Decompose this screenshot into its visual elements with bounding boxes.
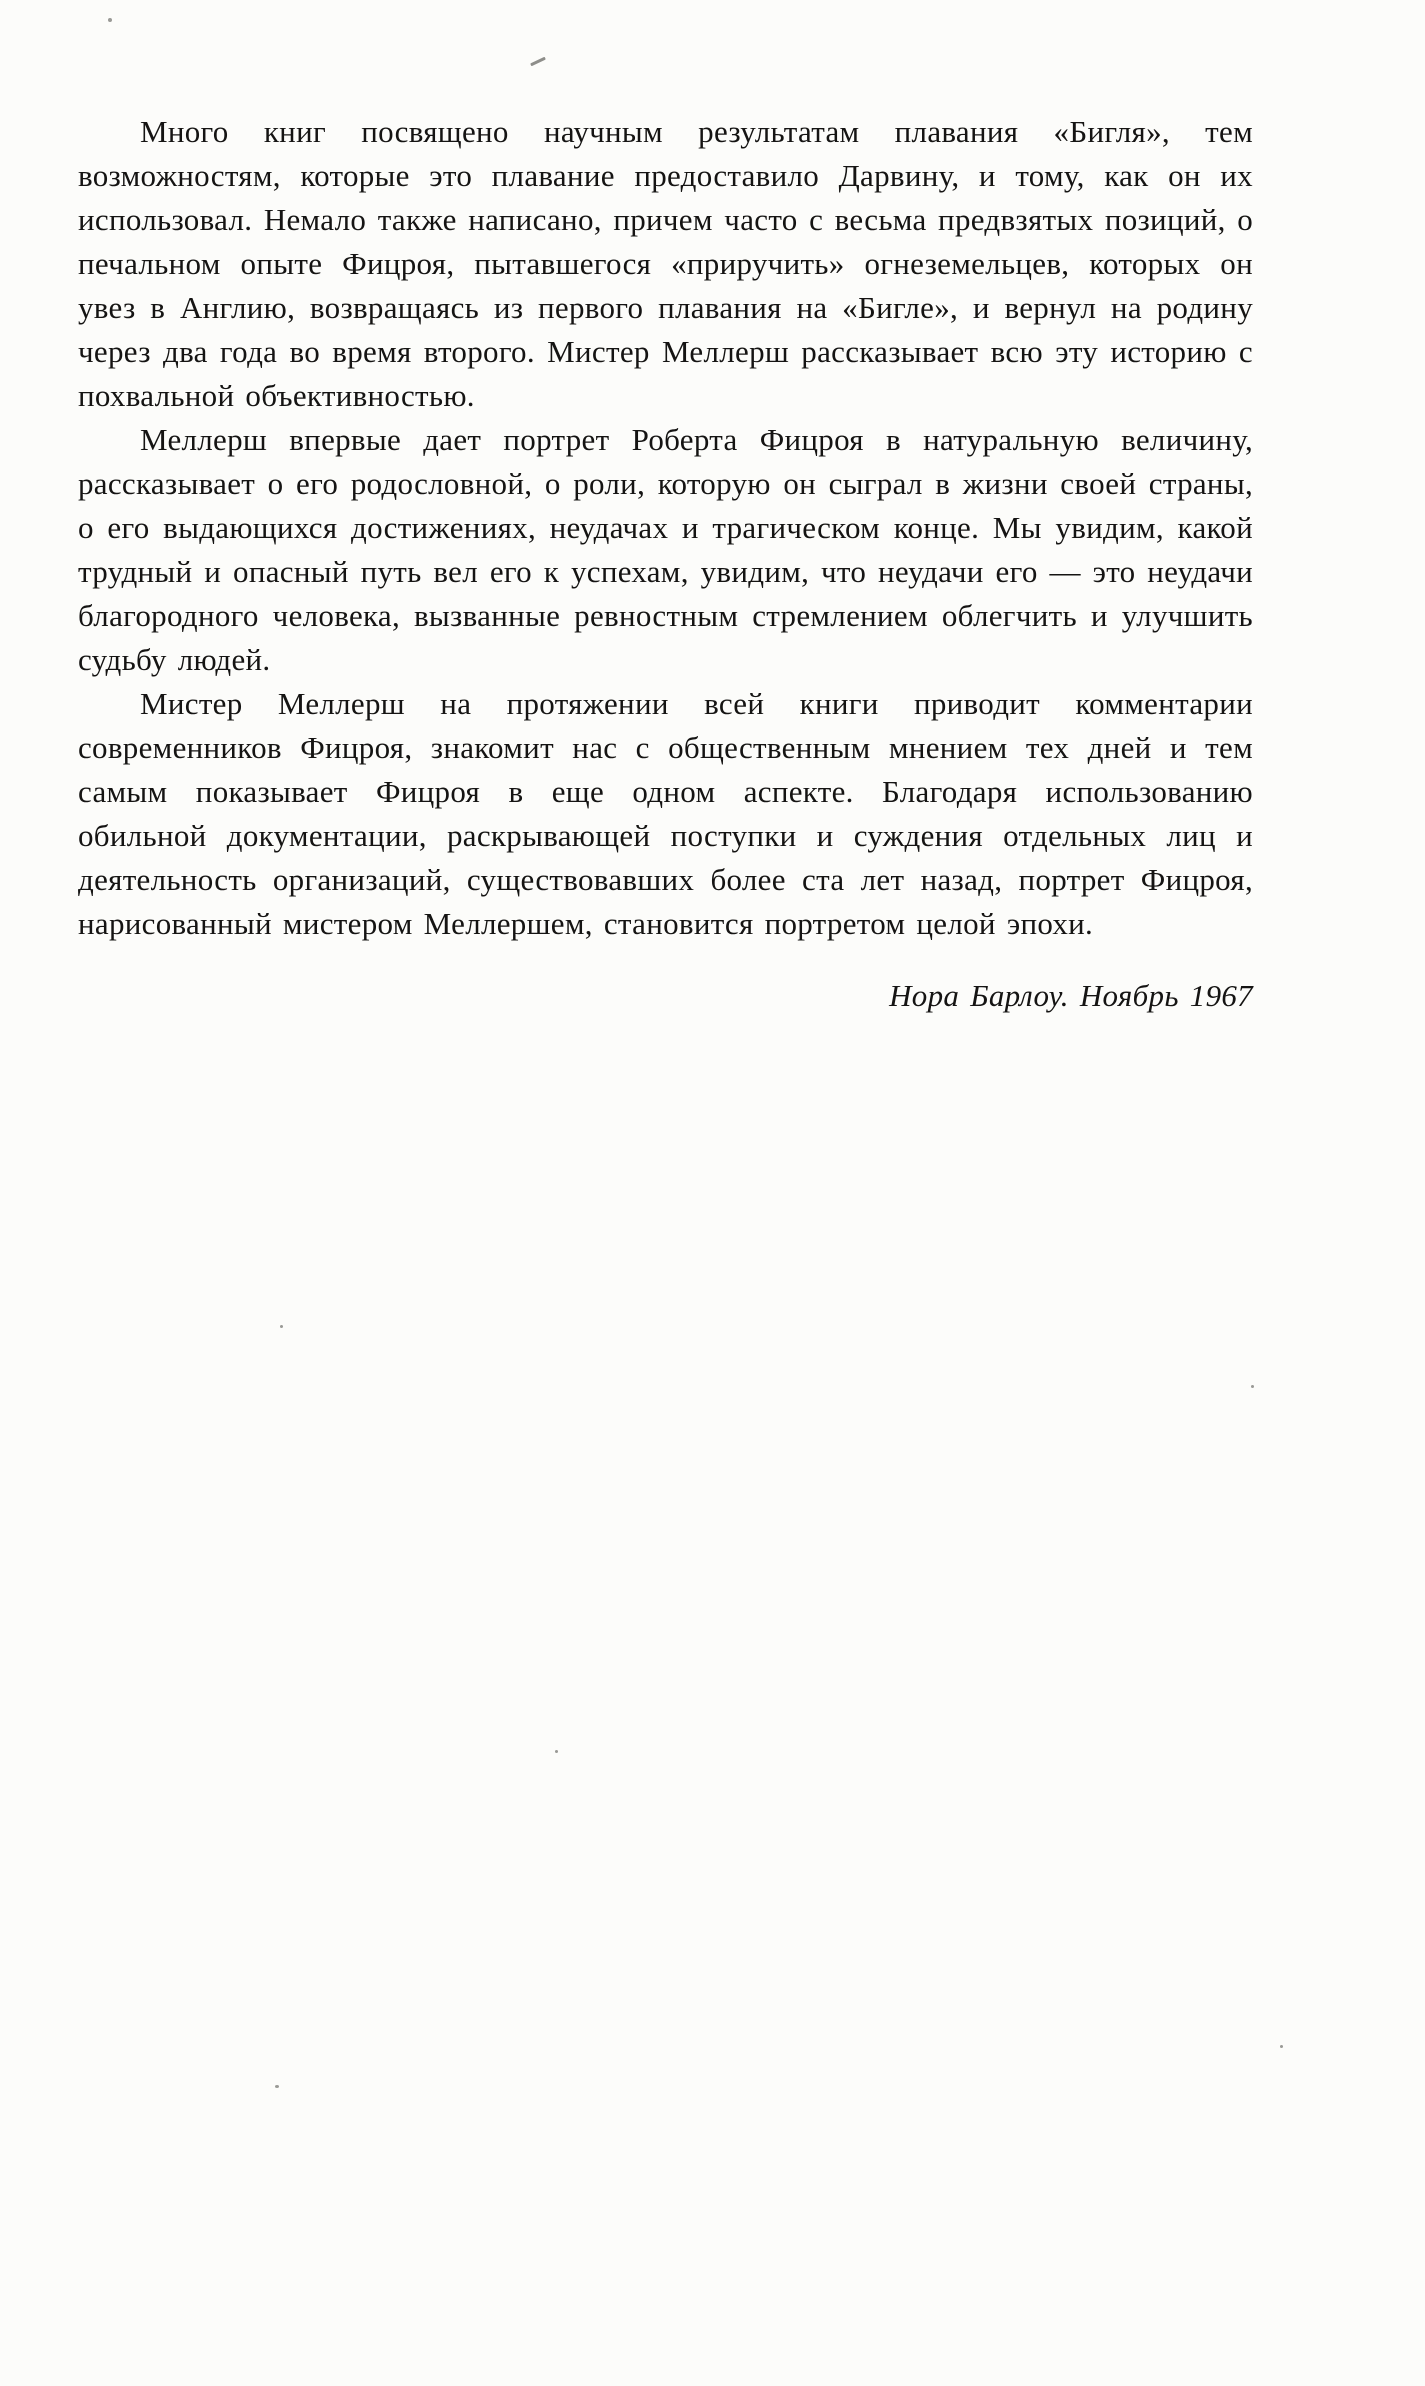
scan-artifact xyxy=(108,18,112,22)
paragraph-2: Меллерш впервые дает портрет Роберта Фицроя в натуральную величину, рассказывает о его родословной, о роли, которую он сыграл в жизни своей страны, о его выдающихся достижениях, неудачах и трагическом конце. Мы увидим, какой трудный и опасный путь вел его к успехам, увидим, что неудачи его — это неудачи благородного человека, вызванные ревностным стремлением облегчить и улучшить судьбу людей. xyxy=(78,422,1253,677)
scan-artifact xyxy=(275,2085,279,2088)
scan-artifact xyxy=(530,57,546,66)
scan-artifact xyxy=(555,1750,558,1753)
scan-artifact xyxy=(280,1325,283,1328)
text-block xyxy=(78,110,1253,1018)
paragraph-1: Много книг посвящено научным результатам плавания «Бигля», тем возможностям, которые это плавание предоставило Дарвину, и тому, как он их использовал. Немало также написано, причем часто с весьма предвзятых позиций, о печальном опыте Фицроя, пытавшегося «приручить» огнеземельцев, которых он увез в Англию, возвращаясь из первого плавания на «Бигле», и вернул на родину через два года во время второго. Мистер Меллерш рассказывает всю эту историю с похвальной объективностью. xyxy=(78,114,1253,413)
signature-line: Нора Барлоу. Ноябрь 1967 xyxy=(889,978,1253,1013)
scan-artifact xyxy=(1251,1385,1254,1388)
scan-artifact xyxy=(1280,2045,1283,2048)
paragraph-3: Мистер Меллерш на протяжении всей книги приводит комментарии современников Фицроя, знакомит нас с общественным мнением тех дней и тем самым показывает Фицроя в еще одном аспекте. Благодаря использованию обильной документации, раскрывающей поступки и суждения отдельных лиц и деятельность организаций, существовавших более ста лет назад, портрет Фицроя, нарисованный мистером Меллершем, становится портретом целой эпохи. xyxy=(78,686,1253,941)
